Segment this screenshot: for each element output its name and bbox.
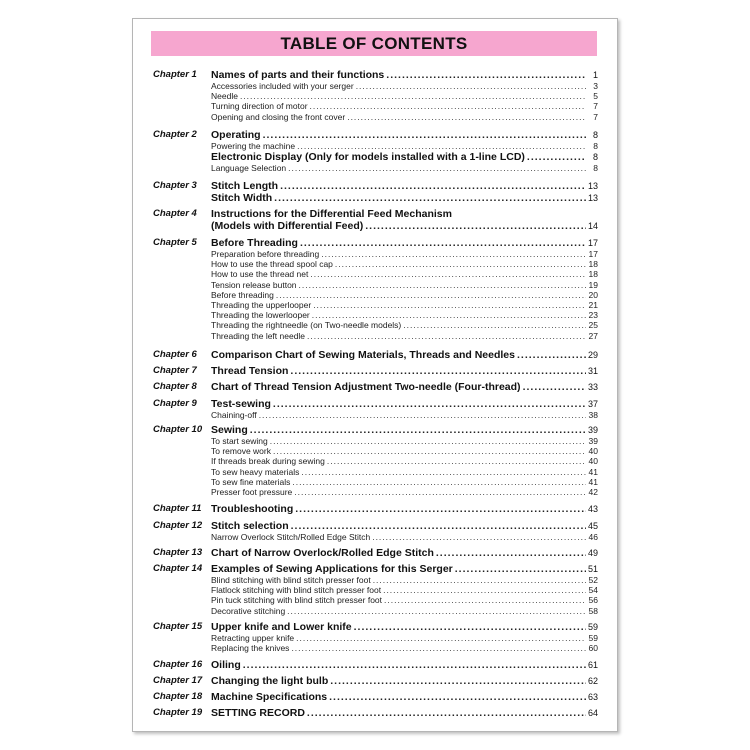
dot-leader — [310, 101, 586, 111]
toc-heading — [211, 349, 598, 361]
page-number: 42 — [588, 487, 598, 497]
dot-leader — [299, 280, 586, 290]
entry-text: Chart of Narrow Overlock/Rolled Edge Stitch — [211, 547, 434, 559]
page-number: 54 — [588, 585, 598, 596]
toc-heading — [211, 547, 598, 559]
dot-leader — [383, 585, 586, 595]
toc-subentry — [211, 101, 598, 111]
entry-text: Needle — [211, 91, 238, 102]
entry-text: Comparison Chart of Sewing Materials, Threads and Needles — [211, 349, 515, 361]
page-number: 5 — [593, 91, 598, 102]
entry-text: Preparation before threading — [211, 249, 320, 259]
dot-leader — [250, 424, 586, 436]
dot-leader — [455, 563, 586, 575]
entry-text: Upper knife and Lower knife — [211, 621, 352, 633]
toc-subentry — [211, 300, 598, 310]
dot-leader — [259, 410, 586, 420]
entry-text: To sew heavy materials — [211, 466, 300, 477]
toc-heading — [211, 691, 598, 703]
page-number: 39 — [588, 436, 598, 446]
entry-text: Before threading — [211, 289, 274, 300]
page-number: 49 — [587, 548, 598, 558]
dot-leader — [291, 643, 586, 653]
toc-heading — [211, 208, 598, 220]
dot-leader — [517, 349, 586, 361]
chapter-label: Chapter 5 — [153, 237, 197, 248]
page-number: 7 — [593, 111, 598, 122]
dot-leader — [290, 365, 586, 377]
toc-subentry — [211, 269, 598, 279]
page-number: 1 — [592, 70, 598, 80]
toc-heading — [211, 424, 598, 436]
dot-leader — [372, 532, 586, 542]
dot-leader — [274, 192, 586, 204]
toc-heading — [211, 381, 598, 393]
page-number: 27 — [588, 330, 598, 341]
entry-text: How to use the thread spool cap — [211, 259, 333, 270]
page-number: 40 — [588, 446, 598, 457]
page-number: 45 — [587, 521, 598, 531]
entry-text: How to use the thread net — [211, 269, 309, 280]
chapter-label: Chapter 2 — [153, 129, 197, 140]
page-number: 59 — [588, 633, 598, 643]
chapter-label: Chapter 9 — [153, 398, 197, 409]
dot-leader — [436, 547, 586, 559]
entry-text: Flatlock stitching with blind stitch presser foot — [211, 585, 382, 596]
entry-text: Opening and closing the front cover — [211, 111, 346, 122]
entry-text: Names of parts and their functions — [211, 69, 385, 81]
page-number: 19 — [588, 279, 598, 290]
page-number: 33 — [587, 382, 598, 392]
page-number: 13 — [587, 193, 598, 203]
toc-subentry — [211, 606, 598, 616]
toc-subentry — [211, 487, 598, 497]
chapter-label: Chapter 7 — [153, 365, 197, 376]
dot-leader — [280, 180, 586, 192]
toc-heading — [211, 503, 598, 515]
page-number: 52 — [588, 575, 598, 585]
toc-subentry — [211, 91, 598, 101]
toc-subentry — [211, 436, 598, 446]
dot-leader — [384, 595, 586, 605]
chapter-label: Chapter 17 — [153, 675, 203, 686]
dot-leader — [354, 621, 586, 633]
page-number: 20 — [588, 289, 598, 300]
toc-subentry — [211, 310, 598, 320]
chapter-label: Chapter 11 — [153, 503, 202, 514]
entry-text: Tension release button — [211, 279, 297, 290]
entry-text: Machine Specifications — [211, 691, 328, 703]
page-number: 7 — [593, 101, 598, 112]
chapter-label: Chapter 16 — [153, 659, 203, 670]
toc-heading — [211, 237, 598, 249]
entry-text: Examples of Sewing Applications for this Serger — [211, 563, 453, 575]
toc-heading — [211, 365, 598, 377]
dot-leader — [300, 237, 586, 249]
page-number: 51 — [587, 564, 598, 574]
dot-leader — [276, 290, 586, 300]
entry-text: Narrow Overlock Stitch/Rolled Edge Stitch — [211, 532, 371, 542]
dot-leader — [297, 141, 586, 151]
entry-text: If threads break during sewing — [211, 456, 325, 467]
chapter-label: Chapter 4 — [153, 208, 197, 219]
dot-leader — [295, 503, 586, 515]
page-number: 8 — [592, 130, 598, 140]
toc-heading — [211, 520, 598, 532]
page-number: 14 — [587, 221, 598, 231]
entry-text: Before Threading — [211, 237, 298, 249]
toc-subentry — [211, 280, 598, 290]
page-number: 61 — [587, 660, 598, 670]
page-number: 18 — [588, 269, 598, 280]
entry-text: Retracting upper knife — [211, 633, 295, 643]
entry-text: Instructions for the Differential Feed Mechanism — [211, 208, 452, 220]
page-number: 25 — [588, 320, 598, 331]
entry-text: Stitch Length — [211, 180, 279, 192]
page-number: 8 — [592, 152, 598, 163]
toc-subentry — [211, 163, 598, 173]
dot-leader — [307, 707, 586, 719]
dot-leader — [270, 436, 586, 446]
page-number: 56 — [588, 595, 598, 606]
page-number: 41 — [588, 466, 598, 477]
page-number: 39 — [587, 425, 598, 435]
entry-text: Pin tuck stitching with blind stitch presser foot — [211, 595, 383, 606]
entry-text: Chaining-off — [211, 410, 257, 420]
entry-text: Powering the machine — [211, 141, 296, 151]
entry-text: Decorative stitching — [211, 605, 286, 616]
toc-subentry — [211, 585, 598, 595]
toc-subentry — [211, 477, 598, 487]
dot-leader — [403, 320, 586, 330]
dot-leader — [347, 112, 586, 122]
entry-text: Threading the lowerlooper — [211, 310, 310, 321]
entry-text: SETTING RECORD — [211, 707, 305, 719]
dot-leader — [523, 381, 586, 393]
chapter-label: Chapter 19 — [153, 707, 203, 718]
entry-text: To start sewing — [211, 436, 268, 446]
toc-subentry — [211, 141, 598, 151]
entry-text: Threading the rightneedle (on Two-needle models) — [211, 320, 402, 331]
entry-text: Chart of Thread Tension Adjustment Two-needle (Four-thread) — [211, 381, 521, 393]
entry-text: Replacing the knives — [211, 643, 290, 654]
page-number: 21 — [588, 300, 598, 310]
dot-leader — [386, 69, 586, 81]
entry-text: Electronic Display (Only for models installed with a 1-line LCD) — [211, 151, 525, 164]
dot-leader — [307, 331, 586, 341]
dot-leader — [240, 91, 586, 101]
toc-heading — [211, 675, 598, 687]
toc-heading — [211, 220, 598, 232]
toc-subentry — [211, 290, 598, 300]
entry-text: Test-sewing — [211, 398, 271, 410]
dot-leader — [365, 220, 586, 232]
entry-text: Threading the left needle — [211, 330, 306, 341]
chapter-label: Chapter 8 — [153, 381, 197, 392]
dot-leader — [301, 467, 586, 477]
toc-subentry — [211, 643, 598, 653]
toc-subentry — [211, 81, 598, 91]
entry-text: Troubleshooting — [211, 503, 294, 515]
page-number: 8 — [593, 141, 598, 151]
dot-leader — [335, 259, 586, 269]
chapter-label: Chapter 14 — [153, 563, 203, 574]
page-number: 23 — [588, 310, 598, 321]
toc-heading — [211, 563, 598, 575]
page-number: 8 — [593, 163, 598, 174]
toc-heading — [211, 151, 598, 163]
chapter-label: Chapter 18 — [153, 691, 203, 702]
entry-text: Thread Tension — [211, 365, 289, 377]
toc-heading — [211, 180, 598, 192]
page-title: TABLE OF CONTENTS — [280, 34, 468, 53]
page-number: 43 — [587, 504, 598, 514]
dot-leader — [356, 81, 586, 91]
dot-leader — [310, 269, 586, 279]
entry-text: Language Selection — [211, 163, 287, 174]
dot-leader — [294, 487, 586, 497]
toc-heading — [211, 659, 598, 671]
page-number: 59 — [587, 622, 598, 632]
toc-subentry — [211, 259, 598, 269]
dot-leader — [313, 300, 586, 310]
entry-text: Oiling — [211, 659, 241, 671]
entry-text: Presser foot pressure — [211, 487, 293, 497]
toc-subentry — [211, 467, 598, 477]
toc-subentry — [211, 331, 598, 341]
toc-heading — [211, 398, 598, 410]
page-number: 37 — [587, 399, 598, 409]
dot-leader — [287, 606, 586, 616]
toc-subentry — [211, 410, 598, 420]
page-number: 17 — [587, 238, 598, 248]
dot-leader — [291, 520, 586, 532]
dot-leader — [312, 310, 586, 320]
toc-heading — [211, 621, 598, 633]
page-number: 18 — [588, 259, 598, 270]
page-number: 58 — [588, 605, 598, 616]
chapter-label: Chapter 13 — [153, 547, 203, 558]
page-number: 38 — [588, 410, 598, 420]
page-number: 17 — [588, 249, 598, 259]
dot-leader — [288, 163, 586, 173]
dot-leader — [373, 575, 586, 585]
dot-leader — [329, 691, 586, 703]
dot-leader — [273, 446, 586, 456]
page-number: 41 — [588, 476, 598, 487]
page-number: 13 — [587, 181, 598, 191]
dot-leader — [296, 633, 586, 643]
dot-leader — [321, 249, 586, 259]
entry-text: (Models with Differential Feed) — [211, 220, 364, 232]
entry-text: Turning direction of motor — [211, 101, 308, 112]
toc-subentry — [211, 112, 598, 122]
dot-leader — [327, 456, 586, 466]
entry-text: Sewing — [211, 424, 248, 436]
entry-text: Threading the upperlooper — [211, 300, 312, 310]
entry-text: Changing the light bulb — [211, 675, 329, 687]
chapter-label: Chapter 12 — [153, 520, 203, 531]
entry-text: Accessories included with your serger — [211, 81, 354, 91]
chapter-label: Chapter 3 — [153, 180, 197, 191]
toc-subentry — [211, 595, 598, 605]
entry-text: Stitch selection — [211, 520, 289, 532]
toc-subentry — [211, 633, 598, 643]
chapter-label: Chapter 15 — [153, 621, 203, 632]
toc-subentry — [211, 249, 598, 259]
toc-heading — [211, 129, 598, 141]
page-number: 64 — [587, 708, 598, 718]
page-number: 60 — [588, 643, 598, 654]
toc-subentry — [211, 446, 598, 456]
dot-leader — [292, 477, 586, 487]
toc-heading — [211, 192, 598, 204]
dot-leader — [527, 151, 586, 163]
entry-text: To remove work — [211, 446, 271, 457]
entry-text: Stitch Width — [211, 192, 273, 204]
dot-leader — [263, 129, 586, 141]
entry-text: Blind stitching with blind stitch presser foot — [211, 575, 371, 585]
toc-subentry — [211, 456, 598, 466]
page-number: 29 — [587, 350, 598, 360]
dot-leader — [330, 675, 586, 687]
page-number: 63 — [587, 692, 598, 702]
dot-leader — [243, 659, 586, 671]
toc-subentry — [211, 575, 598, 585]
chapter-label: Chapter 10 — [153, 424, 203, 435]
entry-text: Operating — [211, 129, 261, 141]
chapter-label: Chapter 1 — [153, 69, 197, 80]
toc-subentry — [211, 532, 598, 542]
toc-subentry — [211, 320, 598, 330]
page-number: 46 — [588, 532, 598, 542]
chapter-label: Chapter 6 — [153, 349, 197, 360]
page-number: 31 — [587, 366, 598, 376]
page-number: 62 — [587, 676, 598, 686]
toc-heading — [211, 707, 598, 719]
toc-heading — [211, 69, 598, 81]
page-number: 3 — [593, 81, 598, 91]
entry-text: To sew fine materials — [211, 476, 291, 487]
page-number: 40 — [588, 456, 598, 467]
dot-leader — [273, 398, 586, 410]
